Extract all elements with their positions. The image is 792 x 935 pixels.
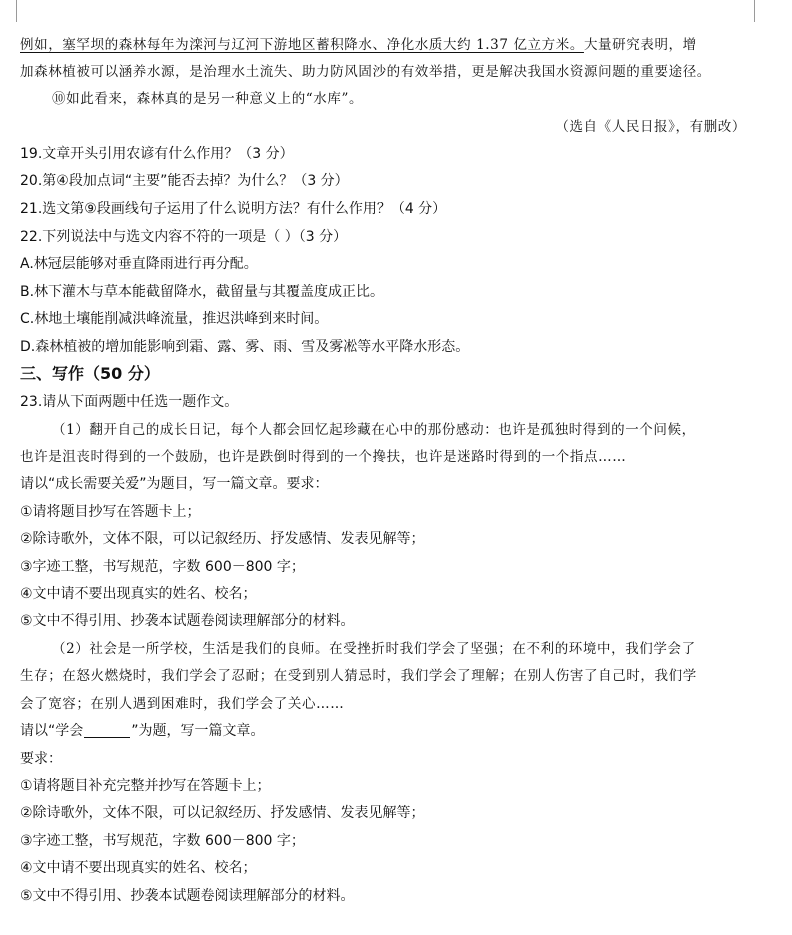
question-23: 23.请从下面两题中任选一题作文。 xyxy=(20,394,239,410)
option-b: B.林下灌木与草本能截留降水，截留量与其覆盖度成正比。 xyxy=(20,284,385,300)
corner-mark-right xyxy=(754,0,755,22)
question-22: 22.下列说法中与选文内容不符的一项是（ ）（3 分） xyxy=(20,229,348,245)
title-blank xyxy=(84,723,130,738)
section-heading: 三、写作（50 分） xyxy=(20,364,160,383)
prompt2-req-label: 要求： xyxy=(20,751,62,767)
prompt2-req-5: ⑤文中不得引用、抄袭本试题卷阅读理解部分的材料。 xyxy=(20,888,355,904)
prompt1-req-2: ②除诗歌外，文体不限，可以记叙经历、抒发感情、发表见解等； xyxy=(20,531,425,547)
prompt2-line-1: （2）社会是一所学校，生活是我们的良师。在受挫折时我们学会了坚强；在不利的环境中，我们学会了 xyxy=(52,641,696,657)
passage-line-1-rest: 大量研究表明，增 xyxy=(583,37,697,53)
option-d: D.森林植被的增加能影响到霜、露、雾、雨、雪及雾凇等水平降水形态。 xyxy=(20,339,470,355)
prompt1-instruction: 请以“成长需要关爱”为题目，写一篇文章。要求： xyxy=(20,476,329,492)
question-21: 21.选文第⑨段画线句子运用了什么说明方法？有什么作用？（4 分） xyxy=(20,201,447,217)
passage-line-3: ⑩如此看来，森林真的是另一种意义上的“水库”。 xyxy=(52,91,364,107)
prompt2-line-3: 会了宽容；在别人遇到困难时，我们学会了关心…… xyxy=(20,696,345,712)
prompt2-req-3: ③字迹工整，书写规范，字数 600－800 字； xyxy=(20,833,305,849)
prompt2-instruction-before: 请以“学会 xyxy=(20,723,84,739)
option-a: A.林冠层能够对垂直降雨进行再分配。 xyxy=(20,256,258,272)
prompt2-instruction xyxy=(20,721,760,741)
corner-mark-left xyxy=(16,0,17,22)
prompt1-req-4: ④文中请不要出现真实的姓名、校名； xyxy=(20,586,257,602)
option-c: C.林地土壤能削减洪峰流量，推迟洪峰到来时间。 xyxy=(20,311,329,327)
passage-line-2: 加森林植被可以涵养水源，是治理水土流失、助力防风固沙的有效举措，更是解决我国水资源问题的重要途径。 xyxy=(20,64,711,80)
prompt2-req-1: ①请将题目补充完整并抄写在答题卡上； xyxy=(20,778,271,794)
prompt1-line-1: （1）翻开自己的成长日记，每个人都会回忆起珍藏在心中的那份感动：也许是孤独时得到的一个问候， xyxy=(52,422,696,438)
underlined-sentence: 例如，塞罕坝的森林每年为滦河与辽河下游地区蓄积降水、净化水质大约 1.37 亿立方米。 xyxy=(20,37,584,53)
question-19: 19.文章开头引用农谚有什么作用？（3 分） xyxy=(20,146,294,162)
prompt1-req-1: ①请将题目抄写在答题卡上； xyxy=(20,504,201,520)
prompt2-req-2: ②除诗歌外，文体不限，可以记叙经历、抒发感情、发表见解等； xyxy=(20,805,425,821)
prompt2-req-4: ④文中请不要出现真实的姓名、校名； xyxy=(20,860,257,876)
prompt1-req-3: ③字迹工整，书写规范，字数 600－800 字； xyxy=(20,559,305,575)
passage-source: （选自《人民日报》，有删改） xyxy=(555,119,746,135)
prompt1-req-5: ⑤文中不得引用、抄袭本试题卷阅读理解部分的材料。 xyxy=(20,613,355,629)
prompt2-instruction-after: ”为题，写一篇文章。 xyxy=(131,723,265,739)
question-20: 20.第④段加点词“主要”能否去掉？为什么？（3 分） xyxy=(20,173,349,189)
passage-line-1 xyxy=(20,35,760,55)
prompt1-line-2: 也许是沮丧时得到的一个鼓励，也许是跌倒时得到的一个搀扶，也许是迷路时得到的一个指点…… xyxy=(20,449,627,465)
prompt2-line-2: 生存；在怒火燃烧时，我们学会了忍耐；在受到别人猜忌时，我们学会了理解；在别人伤害了自己时，我们学 xyxy=(20,668,697,684)
